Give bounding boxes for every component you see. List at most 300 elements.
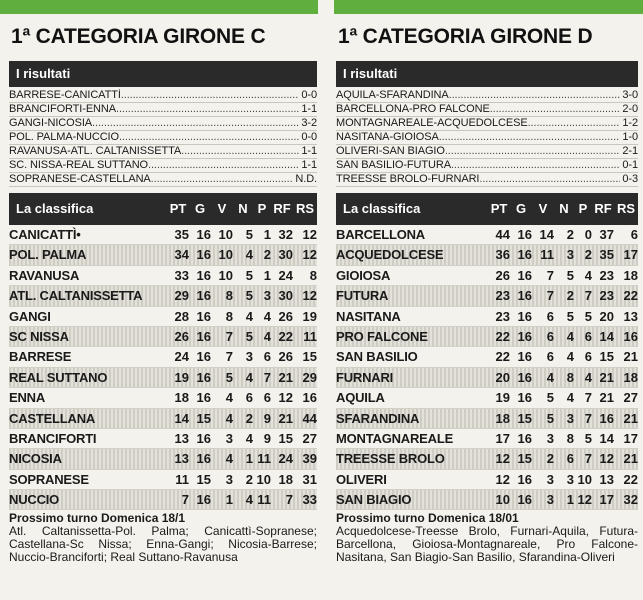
- standings-row: [336, 347, 638, 367]
- stat-rf: 23: [599, 288, 614, 304]
- standings-row: [9, 368, 317, 388]
- stat-rs: 11: [303, 328, 317, 344]
- result-match: BRANCIFORTI-ENNA .....: [9, 103, 299, 116]
- stat-p: 9: [263, 410, 271, 426]
- stat-n: 3: [566, 471, 574, 487]
- stat-n: 3: [566, 410, 574, 426]
- column-header-p: P: [578, 201, 588, 216]
- stat-v: 3: [546, 430, 554, 446]
- stat-v: 6: [546, 308, 554, 324]
- column-header-pt: PT: [169, 201, 187, 216]
- standings-row: [9, 327, 317, 347]
- standings-row: [9, 307, 317, 327]
- stat-n: 1: [566, 492, 574, 508]
- result-score: 3-0: [622, 89, 638, 101]
- stat-n: 4: [566, 328, 574, 344]
- stat-n: 4: [566, 390, 574, 406]
- stat-g: 16: [196, 328, 211, 344]
- standings-row: [336, 490, 638, 510]
- standings-row: [9, 225, 317, 245]
- stat-p: 0: [584, 227, 592, 242]
- stat-g: 16: [196, 430, 211, 446]
- stat-rf: 15: [599, 349, 614, 365]
- stat-g: 16: [517, 492, 532, 508]
- stat-rs: 16: [302, 390, 317, 406]
- stat-rf: 12: [599, 451, 614, 467]
- standings-row: [336, 245, 638, 265]
- stat-g: 16: [196, 390, 211, 406]
- stat-g: 16: [517, 308, 532, 324]
- stat-g: 16: [517, 390, 532, 406]
- stat-v: 6: [546, 328, 554, 344]
- stat-p: 7: [263, 369, 271, 385]
- stat-g: 16: [196, 369, 211, 385]
- stat-n: 2: [245, 410, 253, 426]
- result-match: OLIVERI-SAN BIAGIO .....: [336, 145, 620, 158]
- stat-v: 8: [225, 288, 233, 304]
- stat-pt: 29: [174, 288, 189, 304]
- result-match: RAVANUSA-ATL. CALTANISSETTA .....: [9, 145, 299, 158]
- stat-rf: 23: [599, 267, 614, 283]
- stat-p: 11: [257, 492, 271, 508]
- result-match: BARCELLONA-PRO FALCONE .....: [336, 103, 620, 116]
- stat-rs: 19: [302, 308, 317, 324]
- results-header: I risultati: [9, 61, 317, 87]
- stat-g: 15: [196, 471, 211, 487]
- standings-row: [336, 286, 638, 306]
- stat-pt: 11: [175, 471, 189, 487]
- result-score: N.D.: [295, 173, 317, 185]
- stat-v: 10: [218, 247, 233, 263]
- stat-pt: 20: [495, 369, 510, 385]
- stat-rf: 35: [599, 247, 614, 263]
- team-name: BARRESE: [9, 349, 72, 365]
- result-row: [9, 103, 317, 117]
- stat-rf: 13: [599, 471, 614, 487]
- result-match: BARRESE-CANICATTÌ .....: [9, 89, 299, 102]
- result-row: [336, 117, 638, 131]
- team-name: PRO FALCONE: [336, 328, 428, 344]
- stat-v: 7: [225, 349, 233, 365]
- stat-v: 1: [225, 492, 233, 508]
- stat-n: 6: [245, 390, 253, 406]
- standings-row: [9, 449, 317, 469]
- team-name: FURNARI: [336, 369, 394, 385]
- result-match: SC. NISSA-REAL SUTTANO .....: [9, 159, 299, 172]
- stat-p: 11: [257, 451, 271, 467]
- stat-rs: 12: [302, 288, 317, 304]
- column-header-rs: RS: [616, 201, 636, 216]
- stat-rf: 21: [278, 410, 293, 426]
- standings-row: [336, 409, 638, 429]
- stat-n: 2: [566, 227, 574, 242]
- result-match: POL. PALMA-NUCCIO .....: [9, 131, 299, 144]
- result-row: [336, 159, 638, 173]
- stat-g: 16: [517, 349, 532, 365]
- stat-rs: 8: [309, 267, 317, 283]
- stat-rs: 16: [623, 328, 638, 344]
- result-score: 1-1: [301, 159, 317, 171]
- team-name: SOPRANESE: [9, 471, 89, 487]
- stat-n: 8: [566, 430, 574, 446]
- result-row: [336, 103, 638, 117]
- stat-pt: 18: [174, 390, 189, 406]
- stat-n: 4: [245, 369, 253, 385]
- team-name: SAN BIAGIO: [336, 492, 412, 508]
- stat-g: 16: [196, 267, 211, 283]
- stat-n: 3: [245, 349, 253, 365]
- team-name: CASTELLANA: [9, 410, 96, 426]
- stat-g: 15: [517, 451, 532, 467]
- stat-v: 7: [546, 288, 554, 304]
- girone-c-title: 1ª CATEGORIA GIRONE C: [11, 25, 266, 48]
- team-name: RAVANUSA: [9, 267, 80, 283]
- result-row: [9, 131, 317, 145]
- result-score: 0-0: [301, 89, 317, 101]
- stat-rs: 39: [302, 451, 317, 467]
- stat-v: 14: [539, 227, 554, 242]
- stat-g: 16: [196, 349, 211, 365]
- stat-v: 10: [218, 267, 233, 283]
- stat-g: 16: [517, 267, 532, 283]
- standings-title: La classifica: [16, 201, 94, 216]
- result-score: 0-3: [622, 173, 638, 185]
- stat-p: 6: [263, 349, 271, 365]
- stat-rf: 21: [599, 390, 614, 406]
- stat-pt: 23: [495, 288, 510, 304]
- stat-pt: 7: [181, 492, 189, 508]
- next-round-title: Prossimo turno Domenica 18/1: [9, 511, 186, 526]
- column-header-g: G: [194, 201, 206, 216]
- green-top-bar-right: [334, 0, 643, 14]
- stat-v: 11: [540, 247, 554, 263]
- result-row: [9, 159, 317, 173]
- stat-n: 4: [566, 349, 574, 365]
- standings-row: [9, 388, 317, 408]
- stat-rf: 26: [278, 308, 293, 324]
- stat-n: 8: [566, 369, 574, 385]
- stat-p: 2: [584, 247, 592, 263]
- result-match: NASITANA-GIOIOSA .....: [336, 131, 620, 144]
- standings-row: [9, 429, 317, 449]
- green-top-bar-left: [0, 0, 318, 14]
- standings-row: [336, 225, 638, 245]
- result-row: [9, 89, 317, 103]
- stat-n: 5: [566, 308, 574, 324]
- stat-g: 16: [517, 288, 532, 304]
- stat-pt: 10: [495, 492, 510, 508]
- result-score: 0-0: [301, 131, 317, 143]
- team-name: BRANCIFORTI: [9, 430, 97, 446]
- stat-g: 16: [517, 227, 532, 242]
- stat-rf: 14: [599, 328, 614, 344]
- results-list: [336, 89, 638, 187]
- stat-rf: 12: [278, 390, 293, 406]
- team-name: NASITANA: [336, 308, 401, 324]
- team-name: ENNA: [9, 390, 46, 406]
- stat-rs: 15: [302, 349, 317, 365]
- column-header-n: N: [238, 201, 248, 216]
- stat-rf: 14: [599, 430, 614, 446]
- stat-v: 4: [225, 410, 233, 426]
- stat-pt: 14: [174, 410, 189, 426]
- stat-v: 7: [225, 328, 233, 344]
- team-name: SC NISSA: [9, 328, 69, 344]
- stat-g: 16: [196, 227, 211, 242]
- team-name: BARCELLONA: [336, 227, 425, 242]
- stat-rs: 21: [623, 410, 638, 426]
- team-name: CANICATTÌ•: [9, 227, 81, 242]
- stat-rs: 27: [623, 390, 638, 406]
- stat-rs: 22: [623, 288, 638, 304]
- stat-pt: 36: [495, 247, 510, 263]
- stat-pt: 34: [174, 247, 189, 263]
- stat-v: 8: [225, 308, 233, 324]
- stat-rs: 18: [623, 267, 638, 283]
- stat-g: 16: [196, 288, 211, 304]
- stat-g: 16: [517, 369, 532, 385]
- stat-rf: 26: [278, 349, 293, 365]
- girone-d-column: [336, 16, 638, 564]
- results-list: [9, 89, 317, 187]
- team-name: AQUILA: [336, 390, 385, 406]
- standings-row: [9, 409, 317, 429]
- result-score: 1-0: [622, 131, 638, 143]
- team-name: SAN BASILIO: [336, 349, 418, 365]
- stat-v: 5: [225, 369, 233, 385]
- result-match: MONTAGNAREALE-ACQUEDOLCESE .....: [336, 117, 620, 130]
- stat-n: 6: [566, 451, 574, 467]
- stat-rs: 31: [302, 471, 317, 487]
- stat-v: 3: [546, 471, 554, 487]
- column-header-rs: RS: [295, 201, 315, 216]
- stat-rf: 15: [278, 430, 293, 446]
- team-name: OLIVERI: [336, 471, 387, 487]
- column-header-g: G: [515, 201, 527, 216]
- stat-rf: 24: [278, 267, 293, 283]
- standings-row: [336, 307, 638, 327]
- stat-rs: 29: [302, 369, 317, 385]
- team-name: ACQUEDOLCESE: [336, 247, 444, 263]
- standings-row: [9, 266, 317, 286]
- standings-row: [336, 470, 638, 490]
- stat-n: 2: [245, 471, 253, 487]
- stat-g: 16: [517, 328, 532, 344]
- stat-rs: 6: [630, 227, 638, 242]
- stat-rf: 18: [278, 471, 293, 487]
- stat-g: 16: [196, 451, 211, 467]
- stat-p: 12: [577, 492, 592, 508]
- stat-rs: 18: [623, 369, 638, 385]
- stat-rs: 22: [623, 471, 638, 487]
- stat-pt: 44: [495, 227, 510, 242]
- stat-n: 4: [245, 247, 253, 263]
- stat-v: 3: [225, 430, 233, 446]
- stat-p: 7: [584, 451, 592, 467]
- stat-p: 4: [584, 267, 592, 283]
- stat-rf: 21: [599, 369, 614, 385]
- stat-g: 16: [196, 308, 211, 324]
- stat-rf: 16: [599, 410, 614, 426]
- stat-rs: 33: [302, 492, 317, 508]
- stat-rs: 17: [623, 247, 638, 263]
- standings-header: [9, 193, 317, 225]
- team-name: NICOSIA: [9, 451, 62, 467]
- stat-p: 10: [577, 471, 592, 487]
- column-header-p: P: [257, 201, 267, 216]
- standings-row: [336, 388, 638, 408]
- team-name: NUCCIO: [9, 492, 60, 508]
- team-name: SFARANDINA: [336, 410, 420, 426]
- result-match: TREESSE BROLO-FURNARI .....: [336, 173, 620, 186]
- stat-rs: 21: [623, 349, 638, 365]
- next-round-fixtures: Atl. Caltanissetta-Pol. Palma; Canicattì-Sopranese; Castellana-Sc Nissa; Enna-Gangi; Nicosia-Barrese; Nuccio-Branciforti; Real Suttano-Ravanusa: [9, 524, 317, 565]
- stat-n: 5: [245, 288, 253, 304]
- team-name: GIOIOSA: [336, 267, 391, 283]
- result-row: [336, 173, 638, 187]
- stat-rs: 44: [302, 410, 317, 426]
- stat-rs: 21: [623, 451, 638, 467]
- results-header: I risultati: [336, 61, 638, 87]
- standings-table: [336, 225, 638, 510]
- column-header-v: V: [217, 201, 227, 216]
- stat-p: 5: [584, 308, 592, 324]
- stat-pt: 28: [174, 308, 189, 324]
- stat-v: 6: [546, 349, 554, 365]
- next-round-title: Prossimo turno Domenica 18/01: [336, 511, 519, 526]
- stat-rs: 27: [302, 430, 317, 446]
- stat-n: 4: [245, 308, 253, 324]
- stat-n: 5: [245, 328, 253, 344]
- stat-n: 3: [566, 247, 574, 263]
- column-header-rf: RF: [594, 201, 612, 216]
- girone-d-title: 1ª CATEGORIA GIRONE D: [338, 25, 593, 48]
- stat-rf: 30: [278, 288, 293, 304]
- stat-g: 16: [517, 247, 532, 263]
- stat-p: 3: [263, 288, 271, 304]
- stat-pt: 17: [495, 430, 510, 446]
- result-match: SOPRANESE-CASTELLANA .....: [9, 173, 293, 186]
- stat-p: 1: [263, 267, 271, 283]
- stat-p: 7: [584, 288, 592, 304]
- stat-v: 4: [225, 390, 233, 406]
- stat-g: 16: [517, 471, 532, 487]
- stat-g: 15: [517, 410, 532, 426]
- stat-rf: 22: [278, 328, 293, 344]
- stat-rf: 37: [599, 227, 614, 242]
- stat-pt: 35: [174, 227, 189, 242]
- standings-row: [9, 347, 317, 367]
- stat-pt: 26: [495, 267, 510, 283]
- standings-table: [9, 225, 317, 510]
- standings-row: [9, 490, 317, 510]
- stat-rf: 24: [278, 451, 293, 467]
- stat-p: 9: [263, 430, 271, 446]
- stat-v: 10: [218, 227, 233, 242]
- standings-row: [336, 368, 638, 388]
- stat-rs: 32: [623, 492, 638, 508]
- stat-p: 6: [584, 349, 592, 365]
- result-score: 0-1: [622, 159, 638, 171]
- standings-row: [9, 245, 317, 265]
- standings-row: [336, 429, 638, 449]
- stat-rf: 21: [278, 369, 293, 385]
- team-name: MONTAGNAREALE: [336, 430, 454, 446]
- team-name: ATL. CALTANISSETTA: [9, 288, 143, 304]
- stat-n: 1: [245, 451, 253, 467]
- stat-pt: 12: [495, 451, 510, 467]
- result-match: SAN BASILIO-FUTURA .....: [336, 159, 620, 172]
- stat-rs: 12: [302, 247, 317, 263]
- girone-c-column: [9, 16, 317, 564]
- result-score: 2-1: [622, 145, 638, 157]
- team-name: FUTURA: [336, 288, 389, 304]
- column-header-n: N: [559, 201, 569, 216]
- stat-p: 6: [584, 328, 592, 344]
- stat-p: 5: [584, 430, 592, 446]
- stat-g: 16: [517, 430, 532, 446]
- stat-p: 1: [263, 227, 271, 242]
- stat-rf: 30: [278, 247, 293, 263]
- team-name: POL. PALMA: [9, 247, 87, 263]
- stat-pt: 19: [174, 369, 189, 385]
- stat-pt: 22: [495, 328, 510, 344]
- result-match: GANGI-NICOSIA .....: [9, 117, 299, 130]
- stat-p: 7: [584, 410, 592, 426]
- result-score: 3-2: [301, 117, 317, 129]
- result-row: [9, 173, 317, 187]
- stat-rs: 12: [302, 227, 317, 242]
- stat-g: 15: [196, 410, 211, 426]
- stat-rf: 20: [599, 308, 614, 324]
- stat-p: 4: [263, 328, 271, 344]
- stat-pt: 18: [495, 410, 510, 426]
- result-score: 1-1: [301, 145, 317, 157]
- stat-n: 5: [566, 267, 574, 283]
- result-row: [336, 145, 638, 159]
- standings-row: [9, 470, 317, 490]
- stat-pt: 12: [495, 471, 510, 487]
- team-name: TREESSE BROLO: [336, 451, 445, 467]
- result-score: 1-2: [622, 117, 638, 129]
- stat-pt: 33: [174, 267, 189, 283]
- stat-rs: 17: [623, 430, 638, 446]
- result-row: [9, 145, 317, 159]
- stat-v: 5: [546, 390, 554, 406]
- stat-rf: 17: [599, 492, 614, 508]
- stat-pt: 24: [174, 349, 189, 365]
- result-row: [336, 131, 638, 145]
- result-row: [336, 89, 638, 103]
- standings-row: [336, 266, 638, 286]
- stat-pt: 22: [495, 349, 510, 365]
- stat-v: 4: [546, 369, 554, 385]
- result-match: AQUILA-SFARANDINA .....: [336, 89, 620, 102]
- stat-g: 16: [196, 492, 211, 508]
- stat-v: 3: [225, 471, 233, 487]
- column-header-pt: PT: [490, 201, 508, 216]
- stat-p: 2: [263, 247, 271, 263]
- standings-title: La classifica: [343, 201, 421, 216]
- stat-n: 5: [245, 227, 253, 242]
- standings-header: [336, 193, 638, 225]
- stat-v: 3: [546, 492, 554, 508]
- team-name: REAL SUTTANO: [9, 369, 108, 385]
- result-score: 2-0: [622, 103, 638, 115]
- result-score: 1-1: [301, 103, 317, 115]
- stat-p: 4: [584, 369, 592, 385]
- stat-pt: 26: [174, 328, 189, 344]
